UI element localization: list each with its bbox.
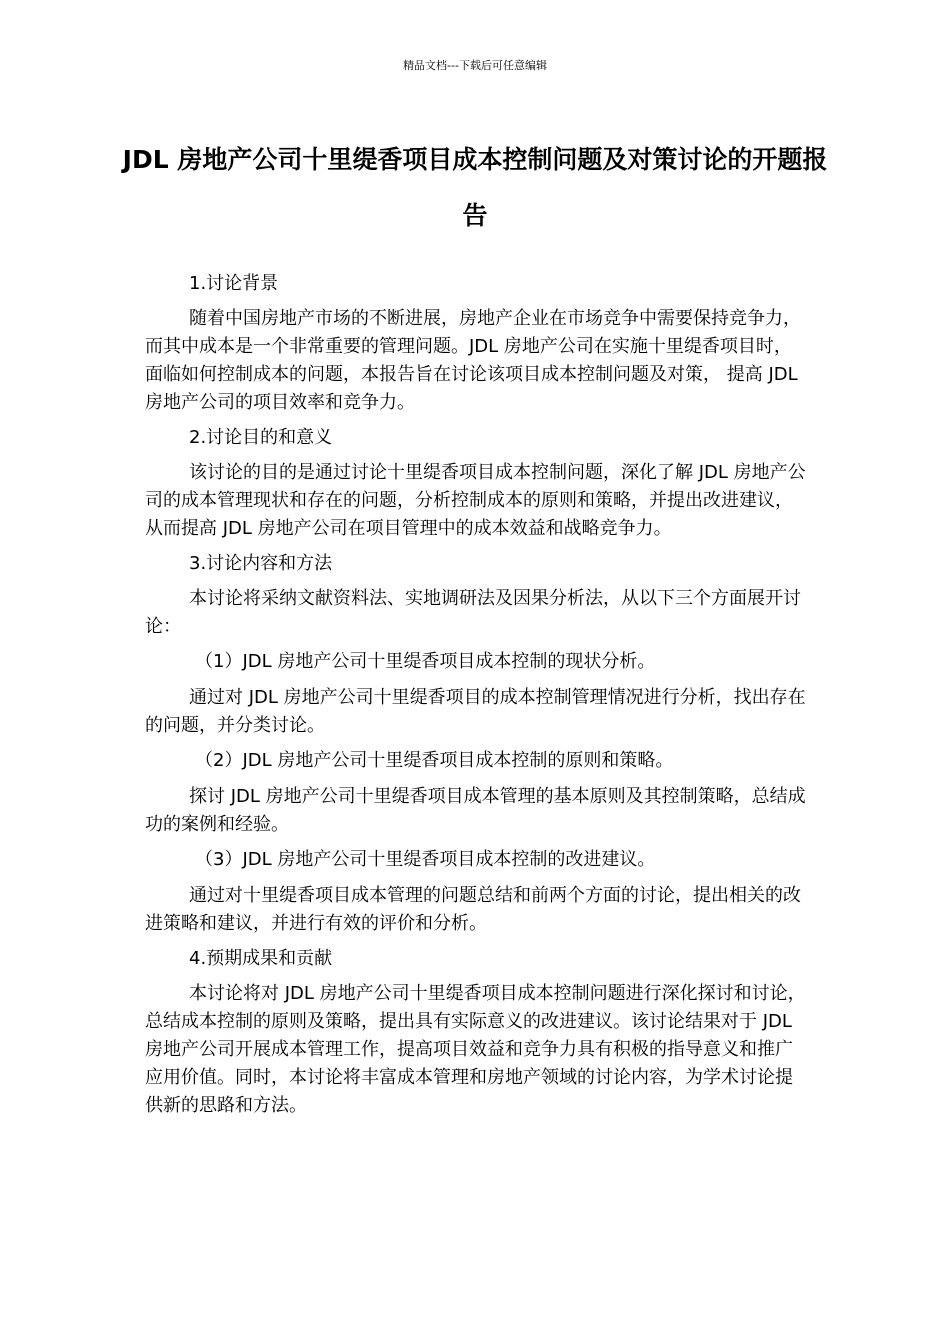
section-paragraph-outcomes: 本讨论将对 JDL 房地产公司十里缇香项目成本控制问题进行深化探讨和讨论，总结成本控制的原则及策略，提出具有实际意义的改进建议。该讨论结果对于 JDL 房地产公司开展成本管理工作，提高项目效益和竞争力具有积极的指导意义和推广应用价值。同时，本讨论将丰富成本管理和房地产领域的讨论内容，为学术讨论提供新的思路和方法。 (145, 983, 806, 1116)
section-heading-outcomes: 4.预期成果和贡献 (189, 948, 333, 969)
section-heading-background: 1.讨论背景 (189, 273, 279, 294)
method-item-label-2: （2）JDL 房地产公司十里缇香项目成本控制的原则和策略。 (195, 750, 674, 771)
method-item-text-3: 通过对十里缇香项目成本管理的问题总结和前两个方面的讨论，提出相关的改进策略和建议，并进行有效的评价和分析。 (145, 885, 801, 934)
document-title: JDL 房地产公司十里缇香项目成本控制问题及对策讨论的开题报告 (122, 145, 828, 230)
method-item-label-1: （1）JDL 房地产公司十里缇香项目成本控制的现状分析。 (195, 651, 656, 672)
method-item-text-1: 通过对 JDL 房地产公司十里缇香项目的成本控制管理情况进行分析，找出存在的问题，并分类讨论。 (145, 687, 806, 736)
section-heading-methods: 3.讨论内容和方法 (189, 553, 333, 574)
section-heading-purpose: 2.讨论目的和意义 (189, 427, 333, 448)
method-item-label-3: （3）JDL 房地产公司十里缇香项目成本控制的改进建议。 (195, 849, 656, 870)
section-paragraph-background: 随着中国房地产市场的不断进展，房地产企业在市场竞争中需要保持竞争力，而其中成本是一个非常重要的管理问题。JDL 房地产公司在实施十里缇香项目时，面临如何控制成本的问题，本报告旨在讨论该项目成本控制问题及对策， 提高 JDL 房地产公司的项目效率和竞争力。 (145, 308, 801, 413)
header-note: 精品文档---下载后可任意编辑 (403, 59, 547, 72)
section-paragraph-methods-intro: 本讨论将采纳文献资料法、实地调研法及因果分析法，从以下三个方面展开讨论： (145, 588, 801, 637)
section-paragraph-purpose: 该讨论的目的是通过讨论十里缇香项目成本控制问题，深化了解 JDL 房地产公司的成本管理现状和存在的问题，分析控制成本的原则和策略，并提出改进建议，从而提高 JDL 房地产公司在项目管理中的成本效益和战略竞争力。 (145, 462, 806, 539)
document-body (145, 270, 807, 1127)
method-item-text-2: 探讨 JDL 房地产公司十里缇香项目成本管理的基本原则及其控制策略，总结成功的案例和经验。 (145, 786, 806, 835)
